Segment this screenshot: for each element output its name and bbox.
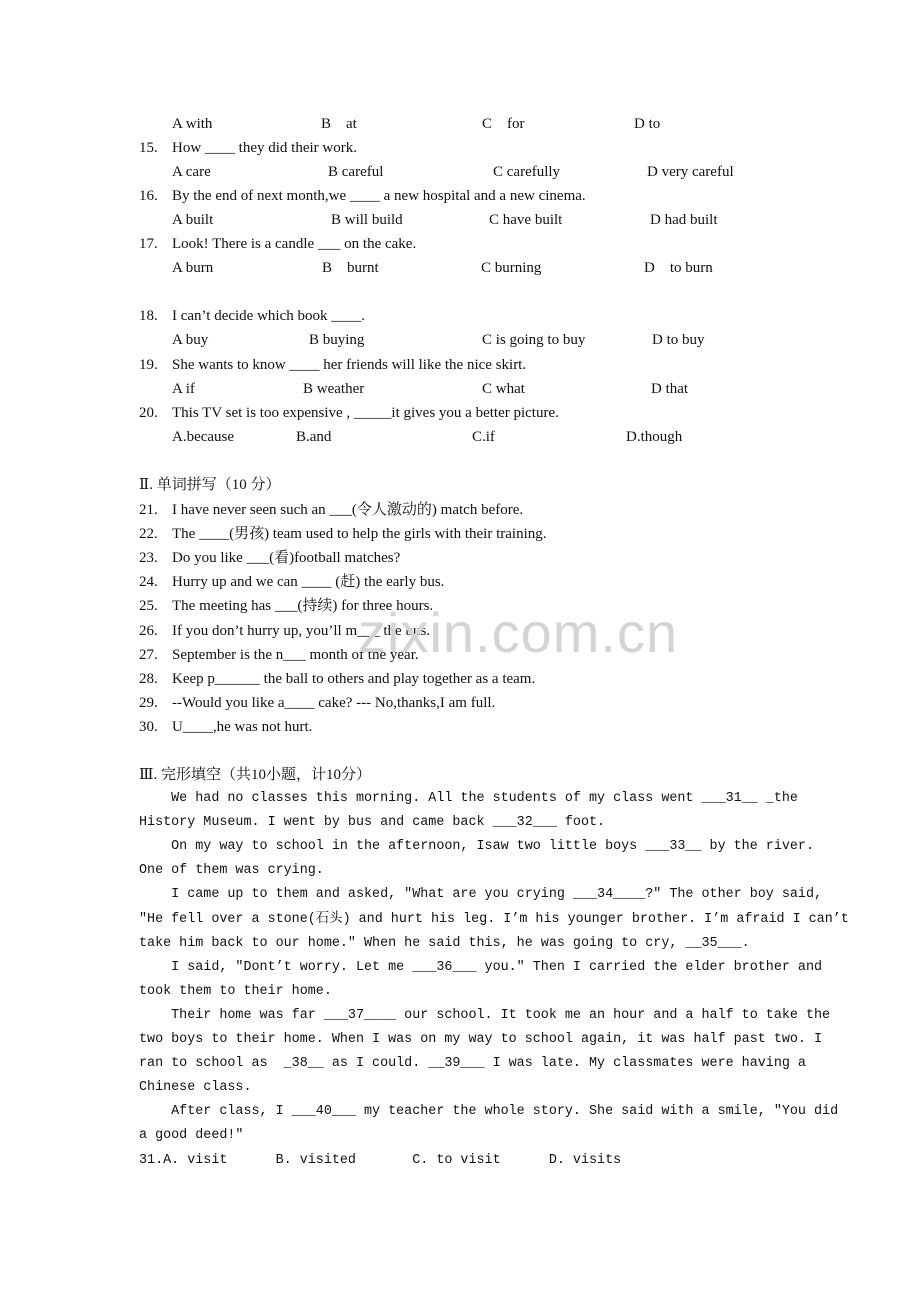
answer-option: B burnt <box>322 260 379 276</box>
section-heading: Ⅲ. 完形填空（共10小题，计10分） <box>139 767 371 783</box>
question-number: 22. <box>139 526 158 543</box>
passage-line: History Museum. I went by bus and came back ___32___ foot. <box>139 815 606 831</box>
passage-line: We had no classes this morning. All the students of my class went ___31__ _the <box>139 791 798 806</box>
answer-option: A.because <box>172 429 235 445</box>
question-number: 19. <box>139 357 158 373</box>
spelling-item: The ____(男孩) team used to help the girls with their training. <box>172 526 547 543</box>
question-stem: How ____ they did their work. <box>172 140 357 156</box>
question-number: 24. <box>139 574 158 591</box>
question-number: 20. <box>139 405 158 421</box>
answer-option: B weather <box>303 381 365 397</box>
answer-option: C carefully <box>493 164 561 180</box>
answer-option: C.if <box>472 429 495 445</box>
spelling-item: Keep p______ the ball to others and play together as a team. <box>172 670 536 687</box>
answer-option: A with <box>172 116 213 132</box>
question-stem: Look! There is a candle ___ on the cake. <box>172 236 417 252</box>
question-stem: She wants to know ____ her friends will like the nice skirt. <box>172 357 527 373</box>
spelling-item: U____,he was not hurt. <box>172 718 313 735</box>
question-number: 30. <box>139 718 158 735</box>
answer-option: D.though <box>626 429 683 445</box>
passage-line: two boys to their home. When I was on my way to school again, it was half past two. I <box>139 1032 823 1047</box>
answer-option: B careful <box>328 164 384 180</box>
question-number: 21. <box>139 502 158 518</box>
passage-line: One of them was crying. <box>139 863 324 879</box>
question-number: 17. <box>139 236 158 252</box>
passage-line: take him back to our home." When he said this, he was going to cry, __35___. <box>139 935 750 951</box>
spelling-item: Hurry up and we can ____ (赶) the early bus. <box>172 574 445 591</box>
answer-option: A if <box>172 381 195 397</box>
passage-line: Chinese class. <box>139 1080 252 1096</box>
answer-option: B.and <box>296 429 332 445</box>
passage-line: a good deed!" <box>139 1128 244 1144</box>
question-stem: I can’t decide which book ____. <box>172 308 366 324</box>
question-number: 29. <box>139 694 158 711</box>
answer-option: C is going to buy <box>482 332 586 348</box>
question-number: 23. <box>139 550 158 567</box>
passage-line: took them to their home. <box>139 983 332 999</box>
spelling-item: Do you like ___(看)football matches? <box>172 550 401 567</box>
answer-option: D had built <box>650 212 718 228</box>
answer-option: A buy <box>172 332 209 348</box>
answer-option: A burn <box>172 260 214 276</box>
answer-option: C what <box>482 381 525 397</box>
passage-line: Their home was far ___37____ our school. It took me an hour and a half to take the <box>139 1007 831 1023</box>
question-number: 16. <box>139 188 158 204</box>
question-number: 26. <box>139 622 158 639</box>
passage-line: I came up to them and asked, "What are you crying ___34____?" The other boy said, <box>139 887 823 903</box>
spelling-item: September is the n___ month of the year. <box>172 646 419 663</box>
answer-option: B at <box>321 116 357 132</box>
answer-option: D very careful <box>647 164 734 180</box>
answer-option: D to <box>634 116 661 132</box>
answer-option: B buying <box>309 332 365 348</box>
answer-option: C burning <box>481 260 542 276</box>
spelling-item: I have never seen such an ___(令人激动的) match before. <box>172 502 524 518</box>
passage-line: "He fell over a stone(石头) and hurt his leg. I’m his younger brother. I’m afraid I can’t <box>139 911 849 927</box>
answer-option: B will build <box>331 212 403 228</box>
answer-option: D to buy <box>652 332 705 348</box>
answer-option: C for <box>482 116 525 132</box>
watermark: zixin.com.cn <box>358 601 679 664</box>
answer-option: A built <box>172 212 214 228</box>
question-number: 25. <box>139 598 158 615</box>
question-number: 15. <box>139 140 158 156</box>
passage-line: I said, "Dont’t worry. Let me ___36___ you." Then I carried the elder brother and <box>139 959 823 975</box>
answer-option: D to burn <box>644 260 713 276</box>
section-heading: Ⅱ. 单词拼写（10 分） <box>139 477 281 493</box>
spelling-item: --Would you like a____ cake? --- No,thanks,I am full. <box>172 694 496 711</box>
question-stem: By the end of next month,we ____ a new hospital and a new cinema. <box>172 188 586 204</box>
question-number: 28. <box>139 670 158 687</box>
question-number: 18. <box>139 308 158 324</box>
passage-line: On my way to school in the afternoon, Isaw two little boys ___33__ by the river. <box>139 839 814 855</box>
spelling-item: If you don’t hurry up, you’ll m___ the bus. <box>172 622 431 639</box>
passage-line: After class, I ___40___ my teacher the whole story. She said with a smile, "You did <box>139 1104 839 1120</box>
answer-option: C have built <box>489 212 563 228</box>
question-stem: This TV set is too expensive , _____it gives you a better picture. <box>172 405 559 421</box>
passage-line: 31.A. visit B. visited C. to visit D. visits <box>139 1152 622 1168</box>
spelling-item: The meeting has ___(持续) for three hours. <box>172 598 434 615</box>
answer-option: D that <box>651 381 689 397</box>
passage-line: ran to school as _38__ as I could. __39___ I was late. My classmates were having a <box>139 1056 806 1072</box>
question-number: 27. <box>139 646 158 663</box>
answer-option: A care <box>172 164 211 180</box>
